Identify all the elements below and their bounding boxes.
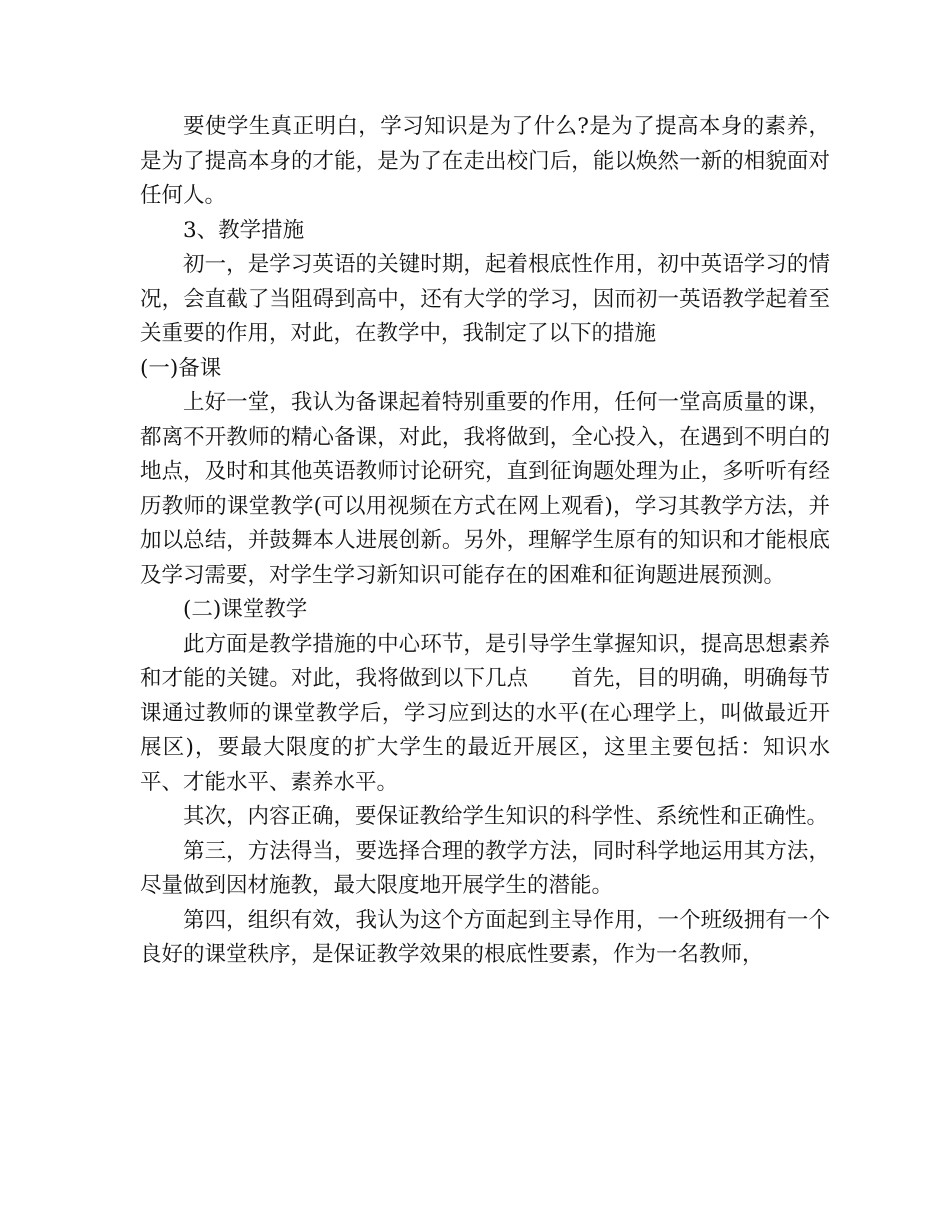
paragraph-purpose: 要使学生真正明白，学习知识是为了什么?是为了提高本身的素养，是为了提高本身的才能，是为了在走出校门后，能以焕然一新的相貌面对任何人。: [140, 114, 830, 208]
document-body: [140, 110, 830, 973]
paragraph-classroom-teaching: 此方面是教学措施的中心环节，是引导学生掌握知识，提高思想素养和才能的关键。对此，我将做到以下几点 首先，目的明确，明确每节课通过教师的课堂教学后，学习应到达的水平(在心理学上，叫做最近开展区)，要最大限度的扩大学生的最近开展区，这里主要包括：知识水平、才能水平、素养水平。: [140, 631, 830, 795]
paragraph-fourth-point: 第四，组织有效，我认为这个方面起到主导作用，一个班级拥有一个良好的课堂秩序，是保证教学效果的根底性要素，作为一名教师，: [140, 907, 830, 967]
section-heading-teaching-measures: 3、教学措施: [183, 217, 305, 243]
paragraph-lesson-prep: 上好一堂，我认为备课起着特别重要的作用，任何一堂高质量的课，都离不开教师的精心备课，对此，我将做到，全心投入，在遇到不明白的地点，及时和其他英语教师讨论研究，直到征询题处理为止，多听听有经历教师的课堂教学(可以用视频在方式在网上观看)，学习其教学方法，并加以总结，并鼓舞本人进展创新。另外，理解学生原有的知识和才能根底及学习需要，对学生学习新知识可能存在的困难和征询题进展预测。: [140, 390, 830, 588]
paragraph-third-point: 第三，方法得当，要选择合理的教学方法，同时科学地运用其方法，尽量做到因材施教，最大限度地开展学生的潜能。: [140, 838, 830, 898]
paragraph-second-point: 其次，内容正确，要保证教给学生知识的科学性、系统性和正确性。: [183, 804, 829, 829]
subheading-classroom-teaching: (二)课堂教学: [183, 597, 308, 622]
paragraph-grade-one: 初一，是学习英语的关键时期，起着根底性作用，初中英语学习的情况，会直截了当阻碍到高中，还有大学的学习，因而初一英语教学起着至关重要的作用，对此，在教学中，我制定了以下的措施: [140, 252, 830, 346]
subheading-lesson-prep: (一)备课: [140, 355, 222, 381]
